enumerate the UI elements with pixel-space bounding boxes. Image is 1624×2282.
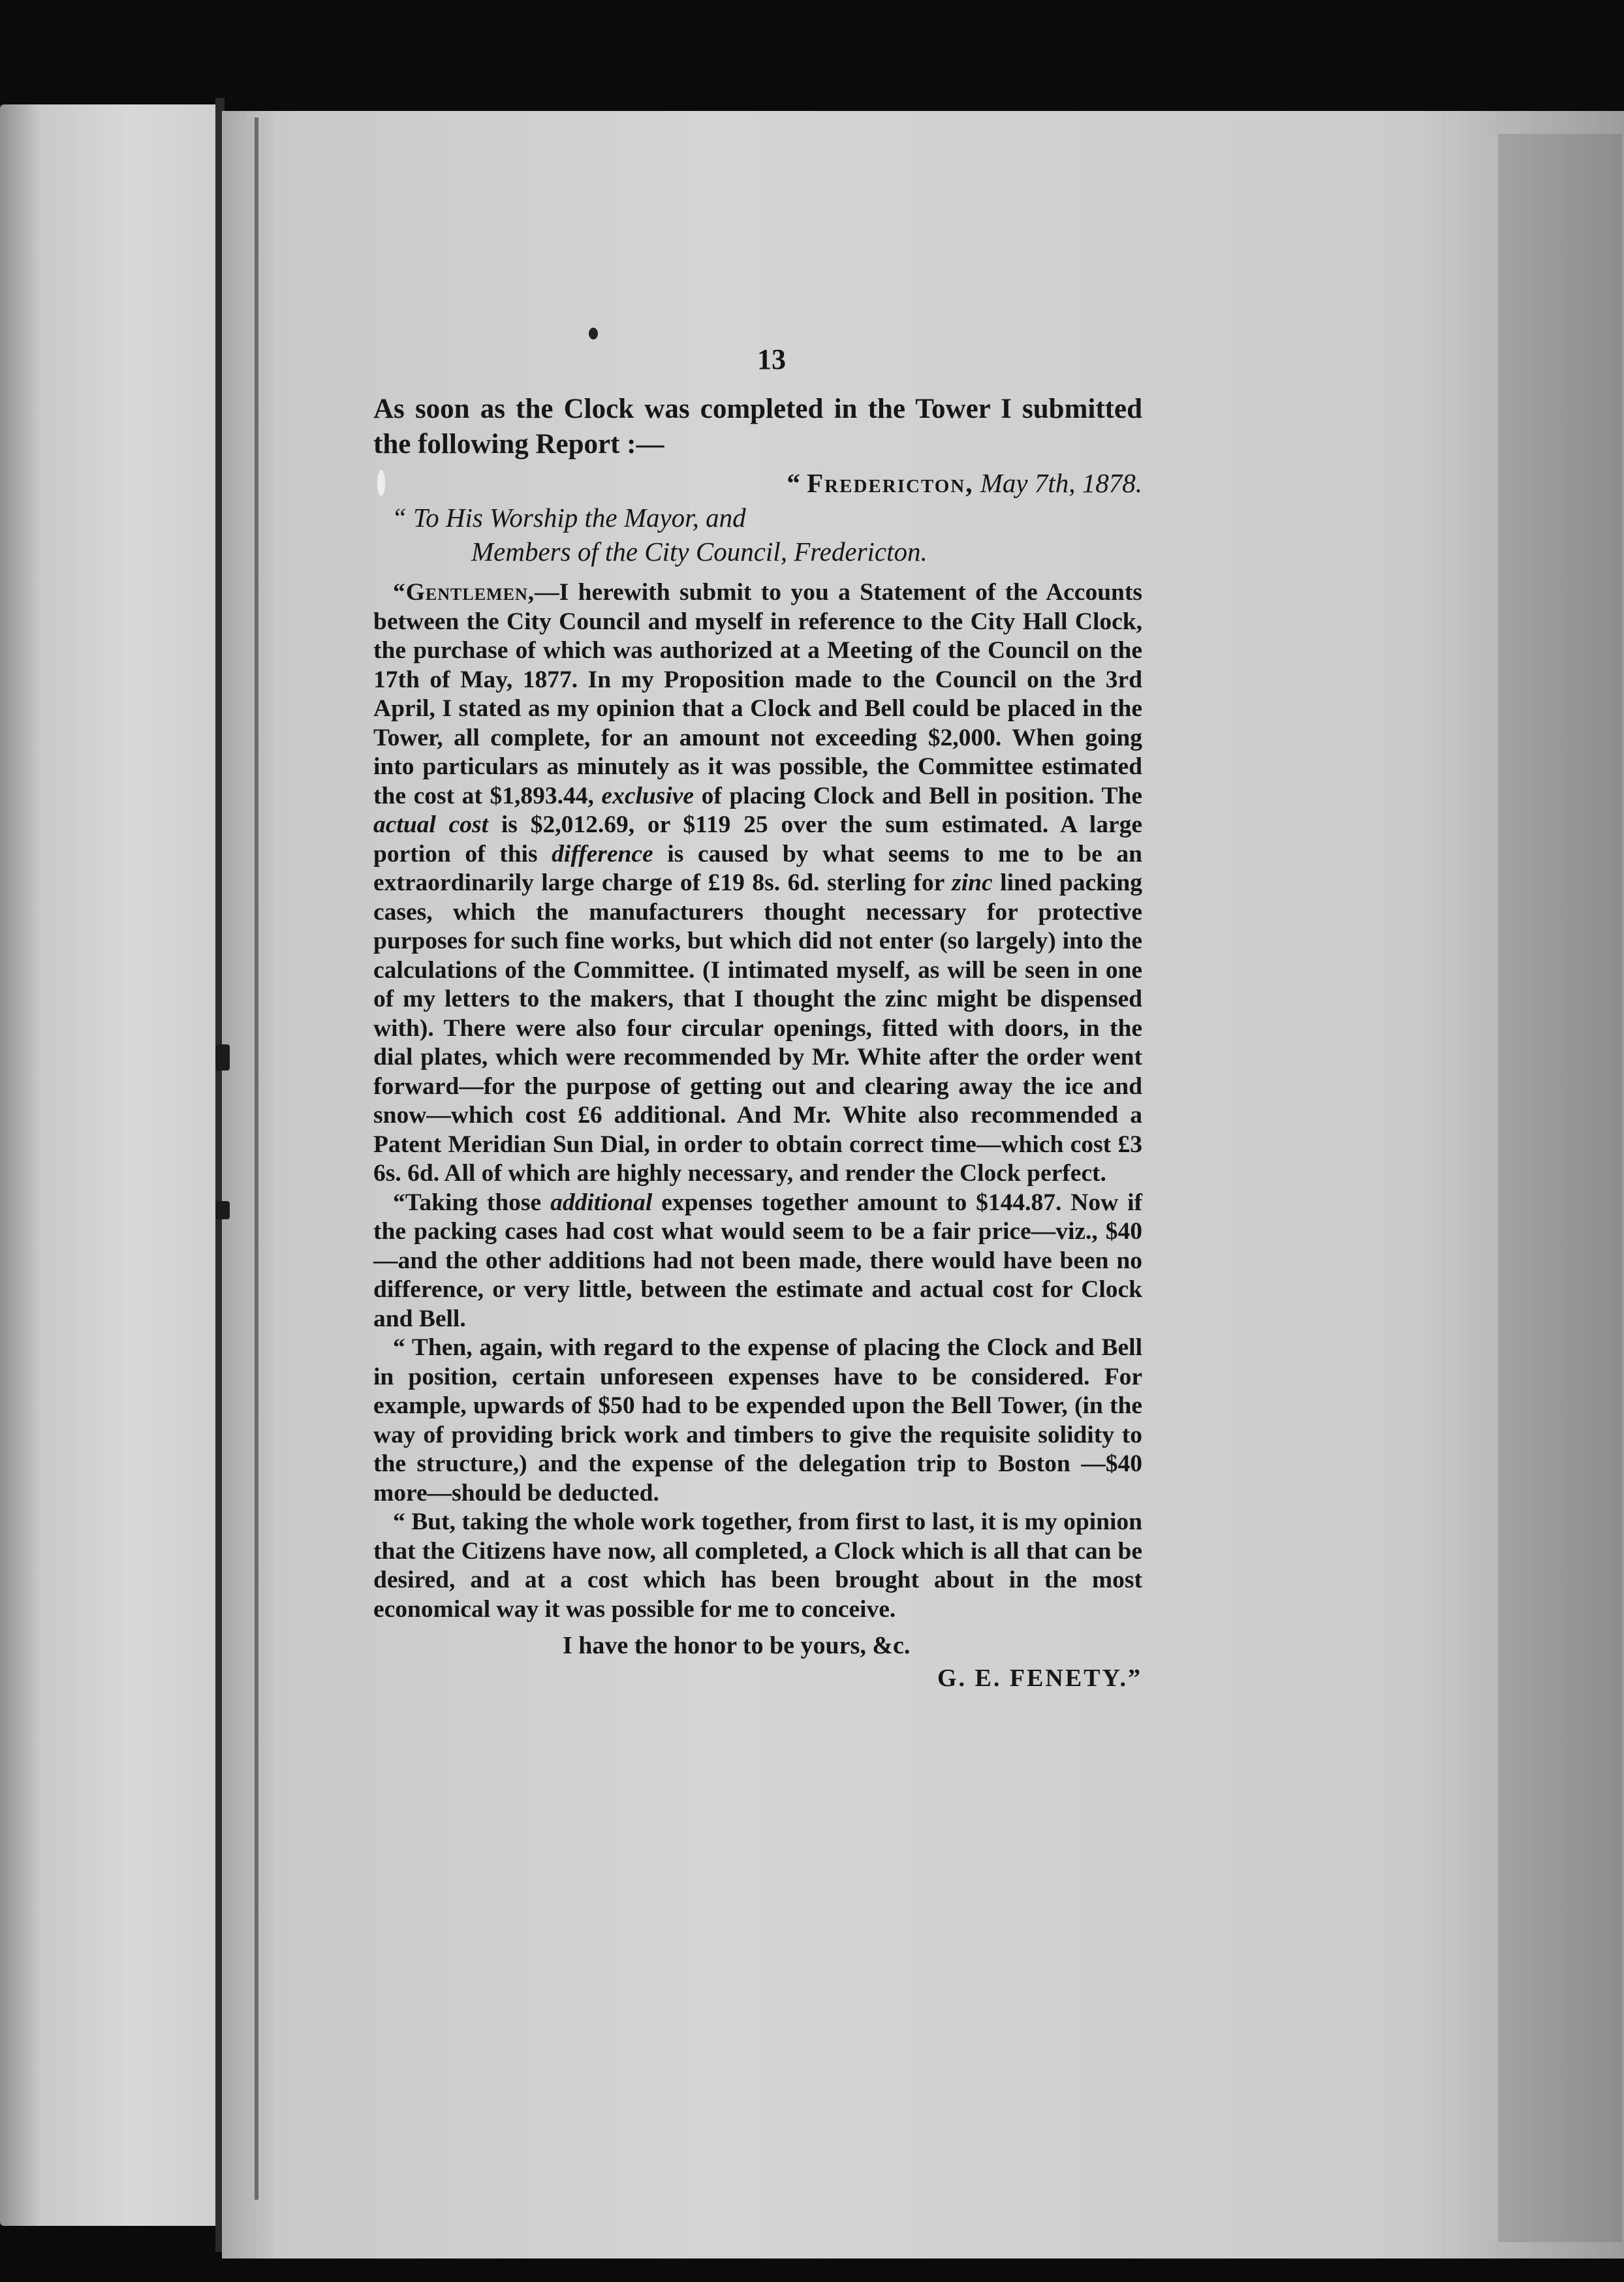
paragraph-taking [373,1189,1142,1334]
intro-paragraph: As soon as the Clock was completed in the Tower I submitted the following Report :— [373,394,1142,460]
signature: G. E. FENETY.” [937,1665,1142,1692]
italic-run: difference [552,840,653,867]
dateline-date: May 7th, 1878. [973,468,1142,498]
text-run: is $2,012.69, or $119 25 over the sum estimated. A large portion of this [373,811,1142,867]
page-number: 13 [757,343,786,375]
page-fold-line [255,117,258,2200]
paragraph-but-taking: “ But, taking the whole work together, from first to last, it is my opinion that the Citizens have now, all completed, a Clock which is all that can be desired, and at a cost which has been brought about in the most economical way it was possible for me to conceive. [373,1508,1142,1623]
binding-thread-mark [215,1044,230,1071]
italic-run: additional [550,1189,653,1216]
text-run: lined packing cases, which the manufacturers thought necessary for protective purposes for such fine works, but which did not enter (so largely) into the calculations of the Committee. (I intimated myself, as will be seen in one of my letters to the makers, that I thought the zinc might be dispensed with). There were also four circular openings, fitted with doors, in the dial plates, which were recommended by Mr. White after the order went forward—for the purpose of getting out and clearing away the ice and snow—which cost £6 additional. And Mr. White also recommended a Patent Meridian Sun Dial, in order to obtain correct time—which cost £3 6s. 6d. All of which are highly necessary, and render the Clock perfect. [373,869,1142,1187]
binding-thread-mark [215,1201,230,1219]
italic-run: zinc [952,869,993,896]
paragraph-gentlemen [373,578,1142,1189]
dateline-place: Fredericton, [807,468,974,498]
dateline [373,466,1142,500]
address-line-2: Members of the City Council, Fredericton. [471,537,928,567]
text-run: expenses together amount to $144.87. Now if the packing cases had cost what would seem to be a fair price—viz., $40—and the other additions had not been made, there would have been no difference, or very little, between the estimate and actual cost for Clock and Bell. [373,1189,1142,1332]
closing-line: I have the honor to be yours, &c. [563,1632,911,1659]
italic-run: exclusive [601,782,695,809]
address-line-1: “ To His Worship the Mayor, and [392,503,746,533]
text-run: of placing Clock and Bell in position. The [694,782,1142,809]
dateline-quote: “ [787,468,807,498]
report-column [373,392,1142,1695]
text-run: —I herewith submit to you a Statement of the Accounts between the City Council and myself in reference to the City Hall Clock, the purchase of which was authorized at a Meeting of the Council on the 17th of May, 1877. In my Proposition made to the Council on the 3rd April, I stated as my opinion that a Clock and Bell could be placed in the Tower, all complete, for an amount not exceeding $2,000. When going into particulars as minutely as it was possible, the Committee estimated the cost at $1,893.44, [373,579,1142,809]
salutation: “Gentlemen, [393,579,535,606]
letter-body [373,578,1142,1624]
paper-speck [589,328,598,339]
italic-run: actual cost [373,811,489,838]
left-facing-page [0,104,222,2226]
text-run: is caused by what seems to me to be an extraordinarily large charge of £19 8s. 6d. sterling for [373,840,1142,896]
paragraph-then-again: “ Then, again, with regard to the expense of placing the Clock and Bell in position, certain unforeseen expenses have to be considered. For example, upwards of $50 had to be expended upon the Bell Tower, (in the way of providing brick work and timbers to give the requisite solidity to the structure,) and the expense of the delegation trip to Boston —$40 more—should be deducted. [373,1334,1142,1507]
right-page-edge [1498,134,1622,2242]
text-run: “Taking those [393,1189,551,1216]
